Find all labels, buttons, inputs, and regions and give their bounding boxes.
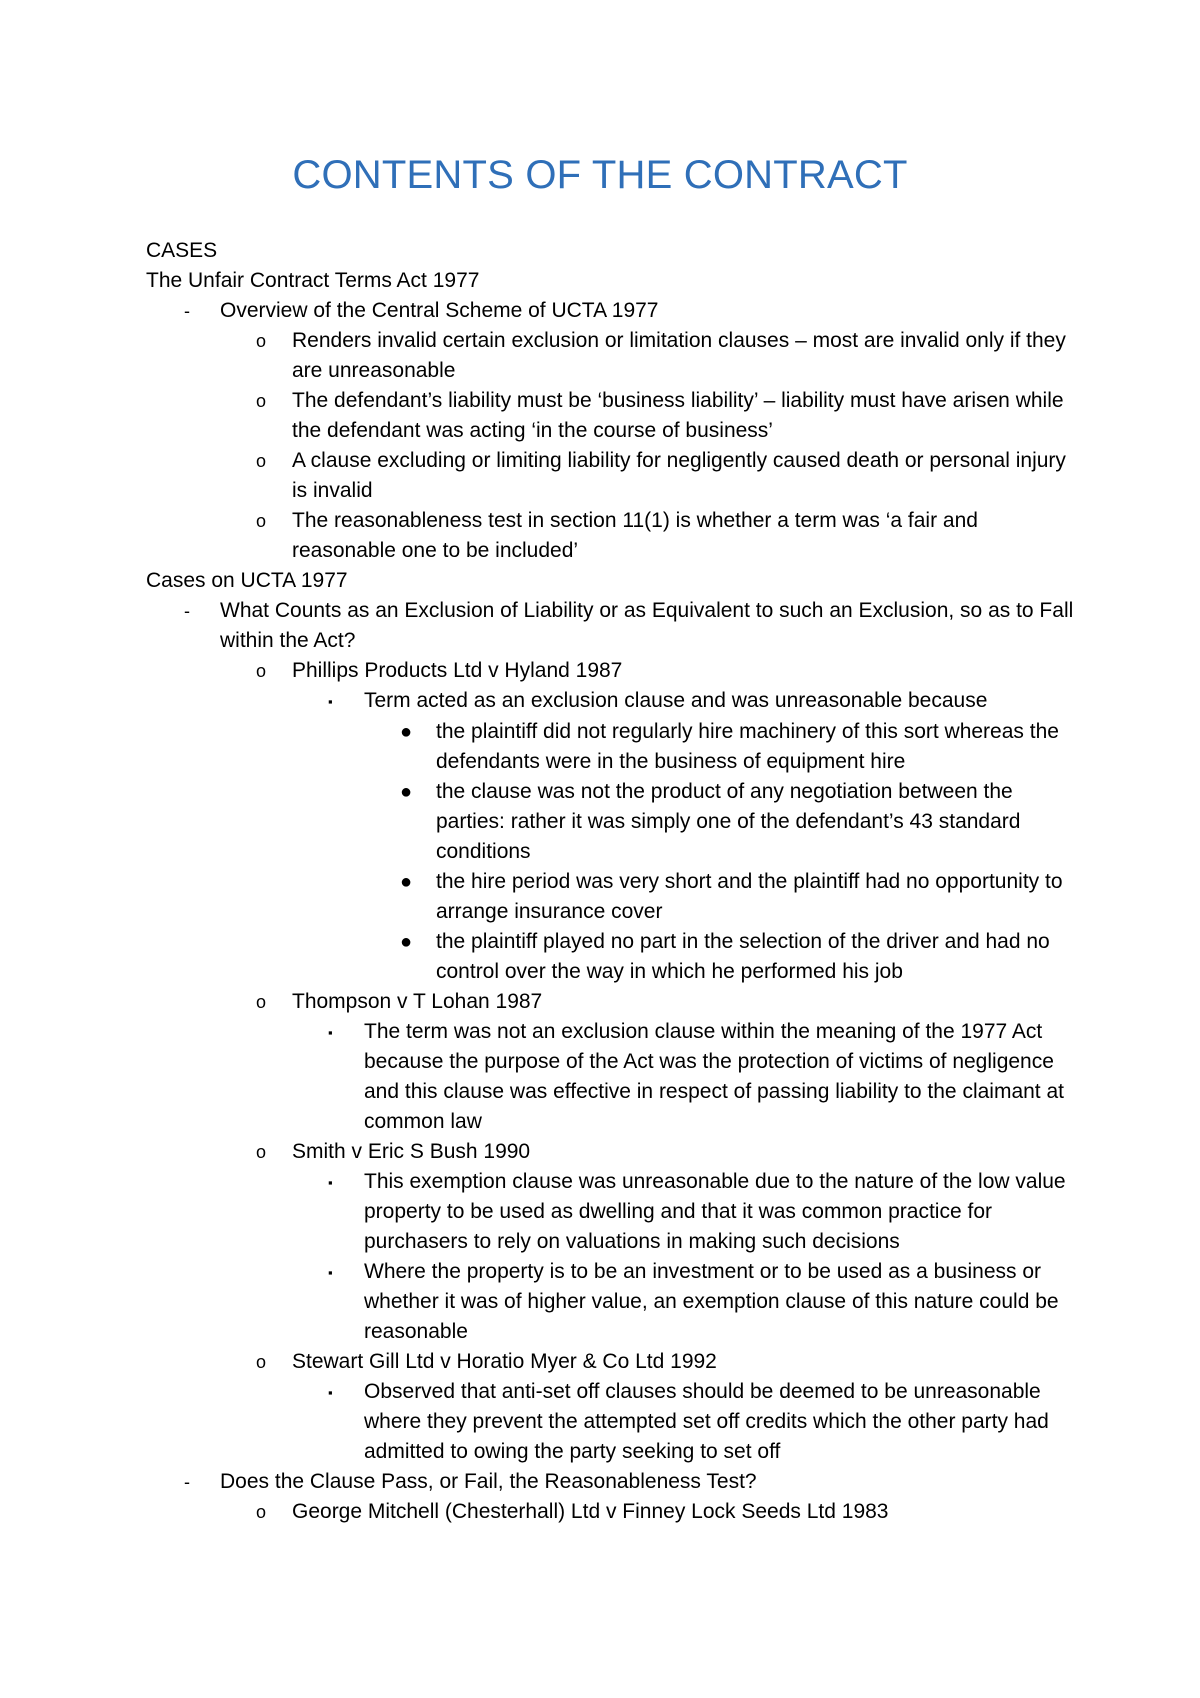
round-bullet-icon: ●	[400, 781, 413, 803]
list-item	[146, 326, 1076, 386]
item-text: What Counts as an Exclusion of Liability or as Equivalent to such an Exclusion, so as to Fall within the Act?	[220, 599, 1074, 652]
square-bullet-icon: ▪	[328, 1175, 333, 1190]
item-text: George Mitchell (Chesterhall) Ltd v Finney Lock Seeds Ltd 1983	[292, 1500, 889, 1523]
item-text: Thompson v T Lohan 1987	[292, 990, 543, 1013]
item-text: The reasonableness test in section 11(1) is whether a term was ‘a fair and reasonable one to be included’	[292, 509, 978, 562]
item-text: Overview of the Central Scheme of UCTA 1977	[220, 299, 659, 322]
item-text: This exemption clause was unreasonable due to the nature of the low value property to be used as dwelling and that it was common practice for purchasers to rely on valuations in making such decisions	[364, 1170, 1066, 1253]
item-text: Term acted as an exclusion clause and was unreasonable because	[364, 689, 988, 712]
list-item	[146, 1497, 1076, 1527]
item-text: Renders invalid certain exclusion or limitation clauses – most are invalid only if they are unreasonable	[292, 329, 1066, 382]
item-text: The term was not an exclusion clause within the meaning of the 1977 Act because the purpose of the Act was the protection of victims of negligence and this clause was effective in respect of passing liability to the claimant at common law	[364, 1020, 1064, 1133]
dash-marker-icon: -	[184, 301, 190, 321]
item-text: Phillips Products Ltd v Hyland 1987	[292, 659, 623, 682]
circle-bullet-icon: o	[256, 1352, 267, 1372]
list-item	[146, 506, 1076, 566]
list-item	[146, 987, 1076, 1017]
circle-bullet-icon: o	[256, 451, 267, 471]
circle-bullet-icon: o	[256, 661, 267, 681]
list-item	[146, 1167, 1076, 1257]
item-text: Observed that anti-set off clauses should be deemed to be unreasonable where they prevent the attempted set off credits which the other party had admitted to owing the party seeking to set off	[364, 1380, 1049, 1463]
section-heading	[146, 266, 1076, 296]
section-heading	[146, 236, 1076, 266]
circle-bullet-icon: o	[256, 391, 267, 411]
page-title: CONTENTS OF THE CONTRACT	[292, 153, 908, 197]
outline-content	[146, 236, 1076, 1527]
list-item	[146, 596, 1076, 656]
dash-marker-icon: -	[184, 1472, 190, 1492]
round-bullet-icon: ●	[400, 721, 413, 743]
square-bullet-icon: ▪	[328, 1385, 333, 1400]
section-heading	[146, 566, 1076, 596]
list-item	[146, 927, 1076, 987]
item-text: The defendant’s liability must be ‘business liability’ – liability must have arisen while the defendant was acting ‘in the course of business’	[292, 389, 1064, 442]
circle-bullet-icon: o	[256, 331, 267, 351]
circle-bullet-icon: o	[256, 511, 267, 531]
list-item	[146, 1347, 1076, 1377]
list-item	[146, 777, 1076, 867]
item-text: The Unfair Contract Terms Act 1977	[146, 269, 480, 292]
list-item	[146, 296, 1076, 326]
list-item	[146, 1467, 1076, 1497]
list-item	[146, 656, 1076, 686]
circle-bullet-icon: o	[256, 1142, 267, 1162]
item-text: A clause excluding or limiting liability for negligently caused death or personal injury is invalid	[292, 449, 1066, 502]
item-text: Smith v Eric S Bush 1990	[292, 1140, 531, 1163]
item-text: the hire period was very short and the plaintiff had no opportunity to arrange insurance cover	[436, 870, 1063, 923]
circle-bullet-icon: o	[256, 992, 267, 1012]
square-bullet-icon: ▪	[328, 1025, 333, 1040]
list-item	[146, 386, 1076, 446]
list-item	[146, 1257, 1076, 1347]
list-item	[146, 686, 1076, 717]
item-text: Does the Clause Pass, or Fail, the Reasonableness Test?	[220, 1470, 757, 1493]
round-bullet-icon: ●	[400, 931, 413, 953]
item-text: the plaintiff played no part in the selection of the driver and had no control over the way in which he performed his job	[436, 930, 1050, 983]
square-bullet-icon: ▪	[328, 694, 333, 709]
item-text: Cases on UCTA 1977	[146, 569, 348, 592]
item-text: Where the property is to be an investment or to be used as a business or whether it was of higher value, an exemption clause of this nature could be reasonable	[364, 1260, 1059, 1343]
list-item	[146, 446, 1076, 506]
round-bullet-icon: ●	[400, 871, 413, 893]
list-item	[146, 1017, 1076, 1137]
circle-bullet-icon: o	[256, 1502, 267, 1522]
list-item	[146, 867, 1076, 927]
list-item	[146, 1377, 1076, 1467]
item-text: the plaintiff did not regularly hire machinery of this sort whereas the defendants were in the business of equipment hire	[436, 720, 1059, 773]
dash-marker-icon: -	[184, 601, 190, 621]
square-bullet-icon: ▪	[328, 1265, 333, 1280]
item-text: CASES	[146, 239, 218, 262]
list-item	[146, 717, 1076, 777]
item-text: Stewart Gill Ltd v Horatio Myer & Co Ltd 1992	[292, 1350, 717, 1373]
item-text: the clause was not the product of any negotiation between the parties: rather it was simply one of the defendant’s 43 standard conditions	[436, 780, 1021, 863]
list-item	[146, 1137, 1076, 1167]
